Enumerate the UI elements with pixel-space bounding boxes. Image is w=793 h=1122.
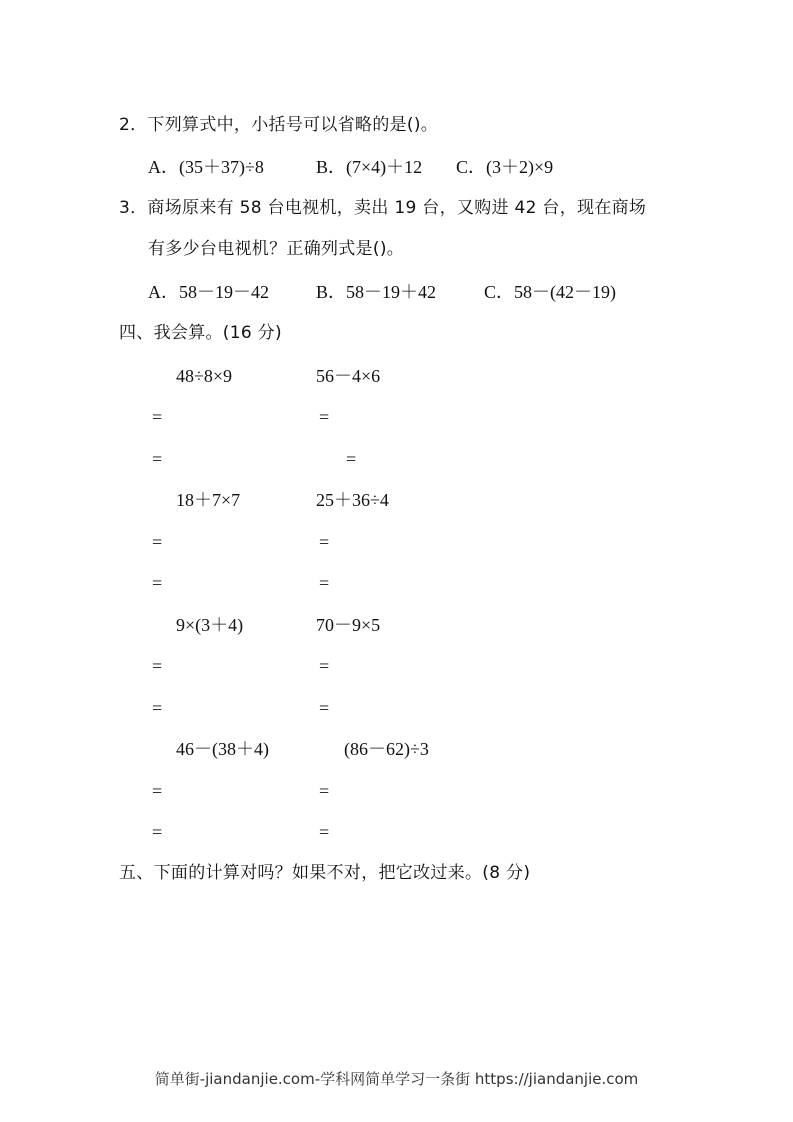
equals-sign: = <box>152 781 163 801</box>
equals-sign: = <box>319 532 330 552</box>
calc-problem-2-right: 25＋36÷4 <box>316 490 389 510</box>
q3-option-a: A．58－19－42 <box>148 282 269 302</box>
q2-option-b: B．(7×4)＋12 <box>316 157 423 177</box>
equals-sign: = <box>152 698 163 718</box>
equals-sign: = <box>319 407 330 427</box>
section5-title: 五、下面的计算对吗？如果不对，把它改过来。(8 分) <box>119 863 531 883</box>
equals-sign: = <box>152 573 163 593</box>
calc-problem-2-left: 18＋7×7 <box>176 490 241 510</box>
equals-sign: = <box>152 822 163 842</box>
equals-sign: = <box>319 656 330 676</box>
calc-problem-1-left: 48÷8×9 <box>176 366 233 386</box>
q2-stem: 2．下列算式中，小括号可以省略的是()。 <box>119 115 439 135</box>
calc-problem-4-left: 46－(38＋4) <box>176 739 269 759</box>
q2-option-a: A．(35＋37)÷8 <box>148 157 264 177</box>
calc-problem-1-right: 56－4×6 <box>316 366 381 386</box>
equals-sign: = <box>319 822 330 842</box>
calc-problem-4-right: (86－62)÷3 <box>344 739 429 759</box>
calc-problem-3-right: 70－9×5 <box>316 615 381 635</box>
q2-option-c: C．(3＋2)×9 <box>456 157 554 177</box>
q3-option-b: B．58－19＋42 <box>316 282 437 302</box>
equals-sign: = <box>152 532 163 552</box>
calc-problem-3-left: 9×(3＋4) <box>176 615 244 635</box>
section4-title: 四、我会算。(16 分) <box>119 323 282 343</box>
equals-sign: = <box>152 656 163 676</box>
q3-option-c: C．58－(42－19) <box>484 282 616 302</box>
equals-sign: = <box>319 698 330 718</box>
equals-sign: = <box>319 573 330 593</box>
q3-stem-line1: 3．商场原来有 58 台电视机，卖出 19 台，又购进 42 台，现在商场 <box>119 198 647 218</box>
q3-stem-line2: 有多少台电视机？正确列式是()。 <box>148 239 405 259</box>
equals-sign: = <box>346 449 357 469</box>
equals-sign: = <box>319 781 330 801</box>
footer-watermark: 简单街-jiandanjie.com-学科网简单学习一条街 https://jiandanjie.com <box>154 1070 639 1088</box>
equals-sign: = <box>152 449 163 469</box>
equals-sign: = <box>152 407 163 427</box>
